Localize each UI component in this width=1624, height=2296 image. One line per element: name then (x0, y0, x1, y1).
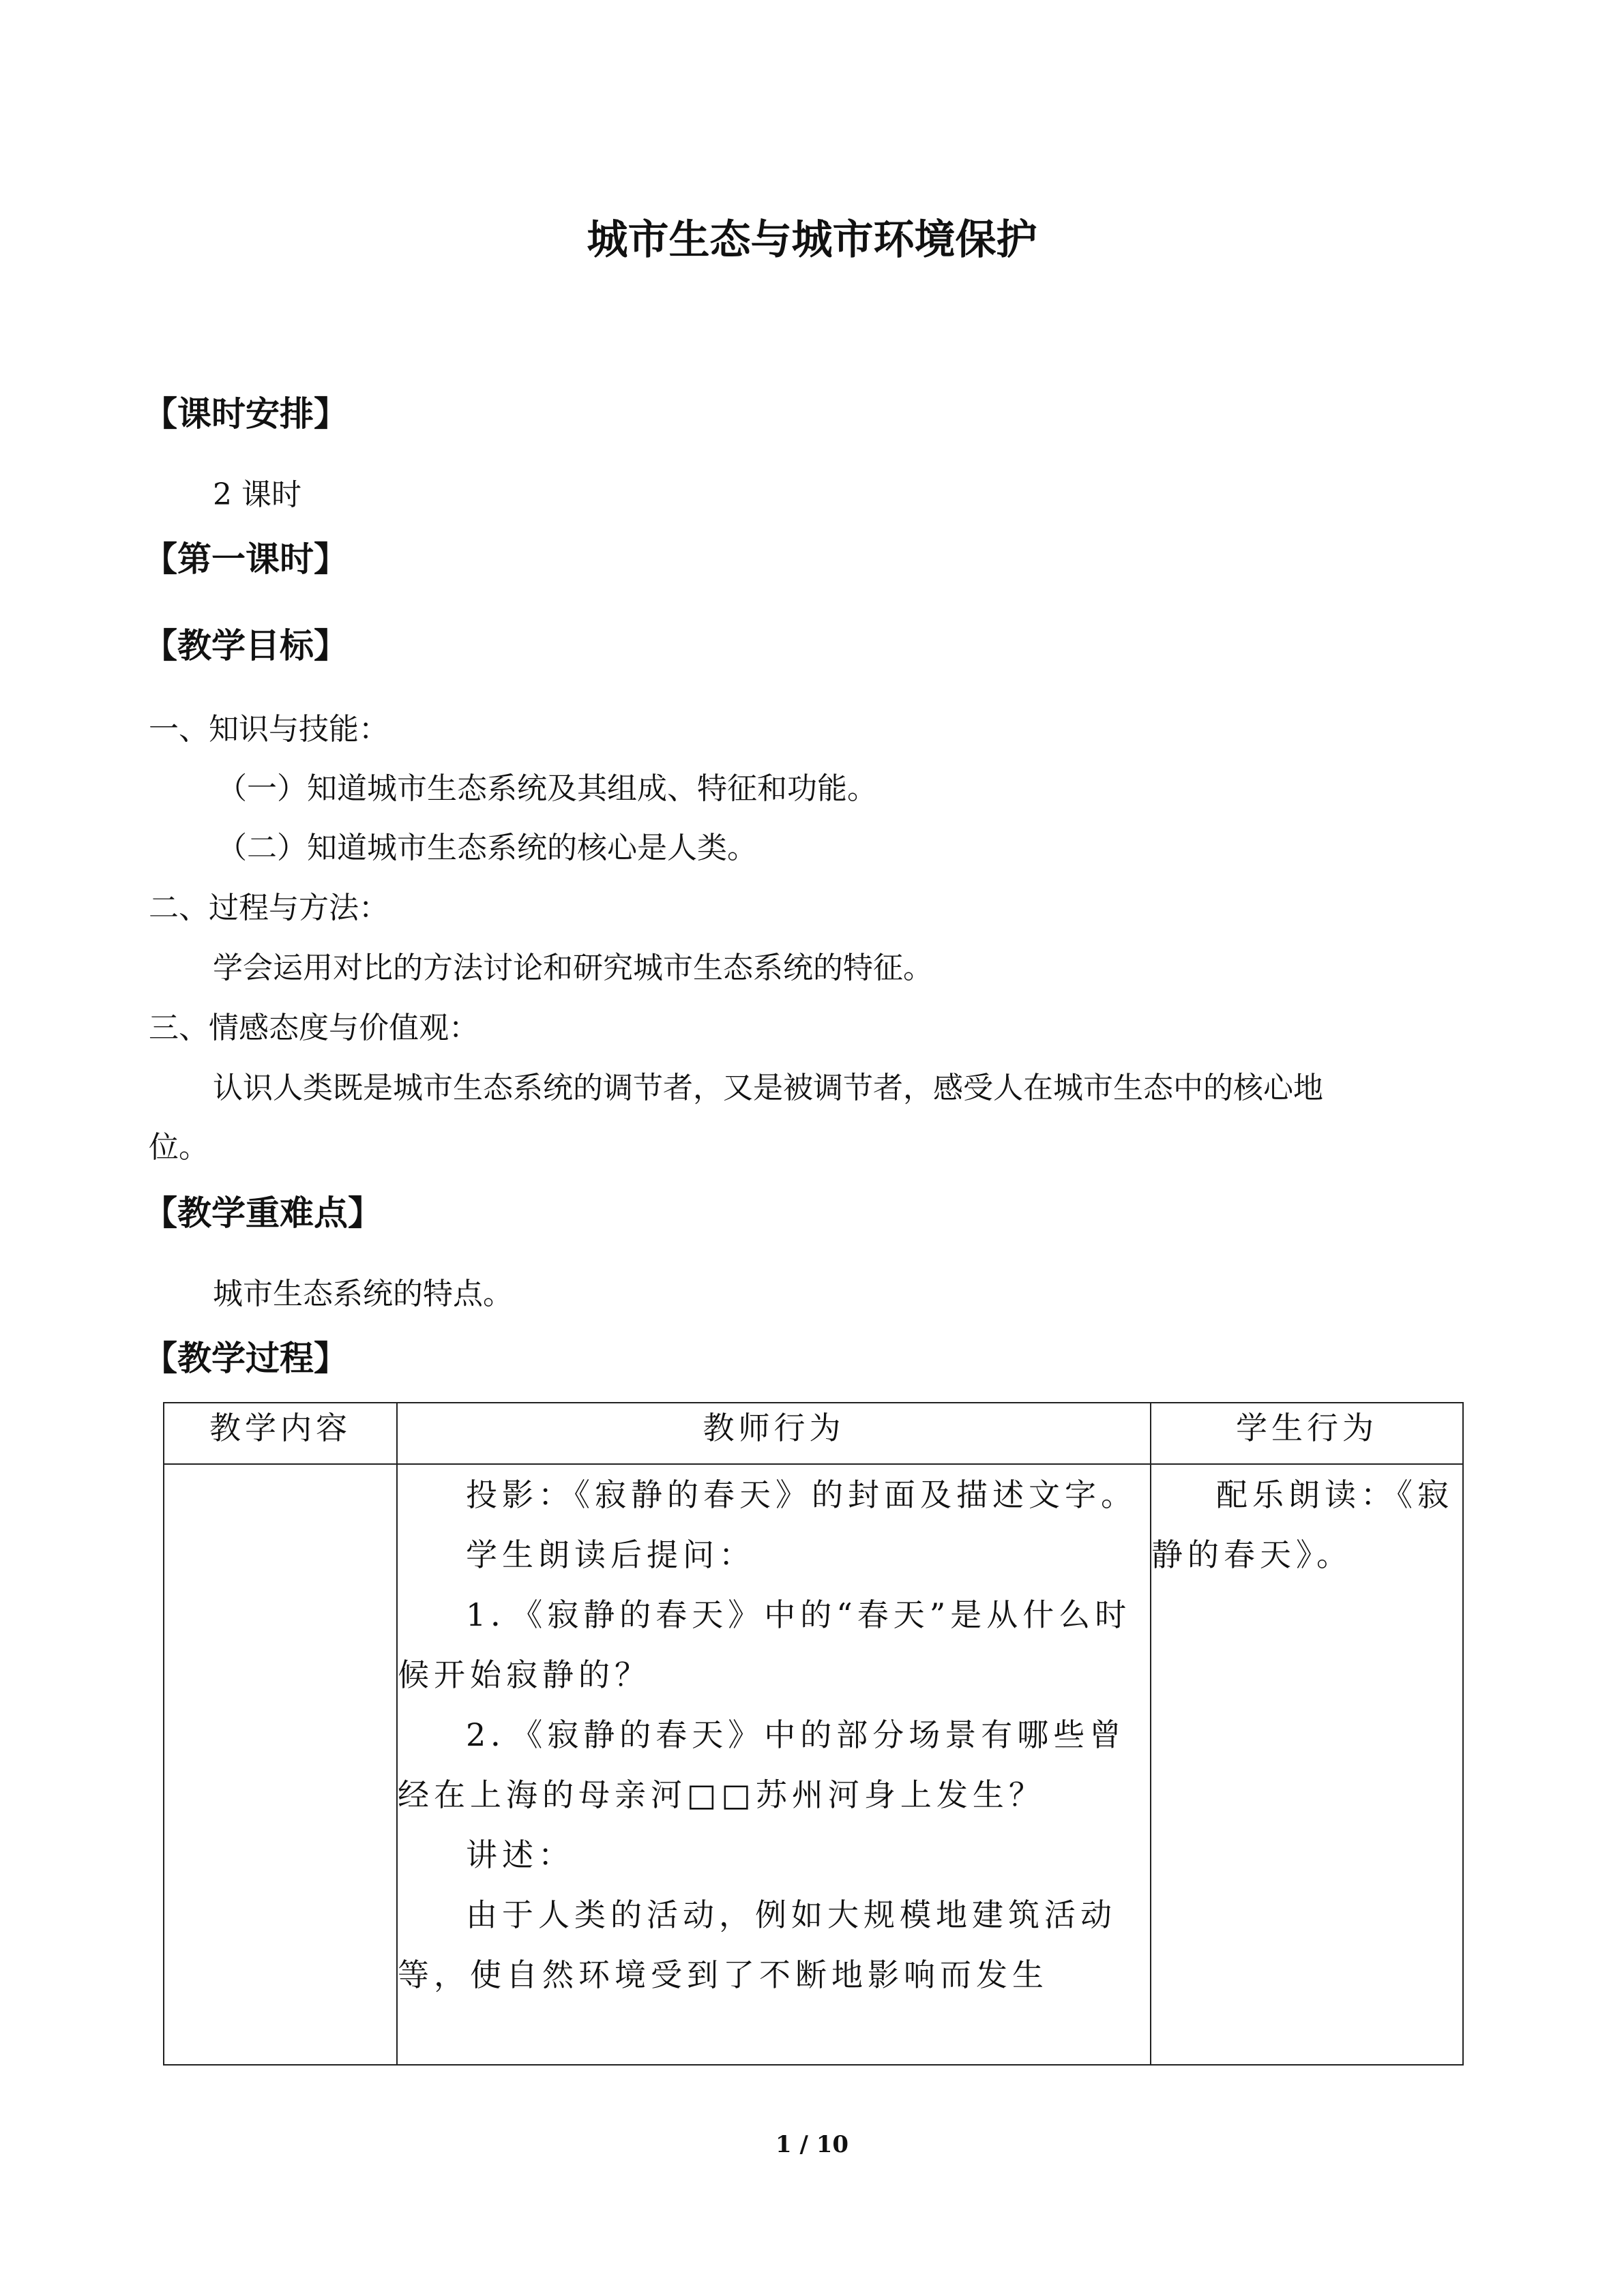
schedule-value: 2 课时 (213, 477, 301, 512)
lesson1-heading: 【第一课时】 (143, 539, 348, 579)
student-line: 配乐朗读：《寂静的春天》。 (1151, 1476, 1453, 1573)
teacher-line: 讲述： (466, 1836, 574, 1873)
schedule-heading: 【课时安排】 (143, 393, 348, 434)
table-row (164, 1464, 1463, 2065)
header-teacher: 教师行为 (397, 1403, 1151, 1464)
teacher-line: 1．《寂静的春天》中的“春天”是从什么时候开始寂静的？ (398, 1596, 1132, 1693)
goals-heading: 【教学目标】 (143, 625, 348, 666)
process-label: 二、过程与方法： (149, 891, 389, 925)
table-header-row (164, 1403, 1463, 1464)
knowledge-item-1: （一）知道城市生态系统及其组成、特征和功能。 (217, 771, 877, 806)
page-number: 1 / 10 (775, 2131, 849, 2158)
knowledge-label: 一、知识与技能： (149, 712, 389, 747)
student-cell (1151, 1464, 1463, 2065)
header-content: 教学内容 (164, 1403, 397, 1464)
teacher-line: 投影：《寂静的春天》的封面及描述文字。 (466, 1476, 1137, 1513)
content-cell (164, 1464, 397, 2065)
knowledge-item-2: （二）知道城市生态系统的核心是人类。 (217, 831, 757, 865)
header-student: 学生行为 (1151, 1403, 1463, 1464)
process-heading: 【教学过程】 (143, 1338, 348, 1378)
document-title: 城市生态与城市环境保护 (587, 216, 1037, 264)
attitude-item-1: 认识人类既是城市生态系统的调节者，又是被调节者，感受人在城市生态中的核心地 (213, 1071, 1323, 1105)
teaching-process-table (163, 1402, 1464, 2066)
attitude-label: 三、情感态度与价值观： (149, 1011, 479, 1045)
key-heading: 【教学重难点】 (143, 1193, 382, 1233)
teacher-line: 由于人类的活动，例如大规模地建筑活动等，使自然环境受到了不断地影响而发生 (398, 1896, 1117, 1993)
teacher-line: 学生朗读后提问： (466, 1536, 755, 1573)
key-value: 城市生态系统的特点。 (213, 1277, 513, 1311)
teacher-line: 2．《寂静的春天》中的部分场景有哪些曾经在上海的母亲河□□苏州河身上发生？ (398, 1716, 1126, 1813)
teacher-cell (397, 1464, 1151, 2065)
process-item-1: 学会运用对比的方法讨论和研究城市生态系统的特征。 (213, 951, 933, 985)
attitude-item-1-cont: 位。 (149, 1130, 209, 1165)
